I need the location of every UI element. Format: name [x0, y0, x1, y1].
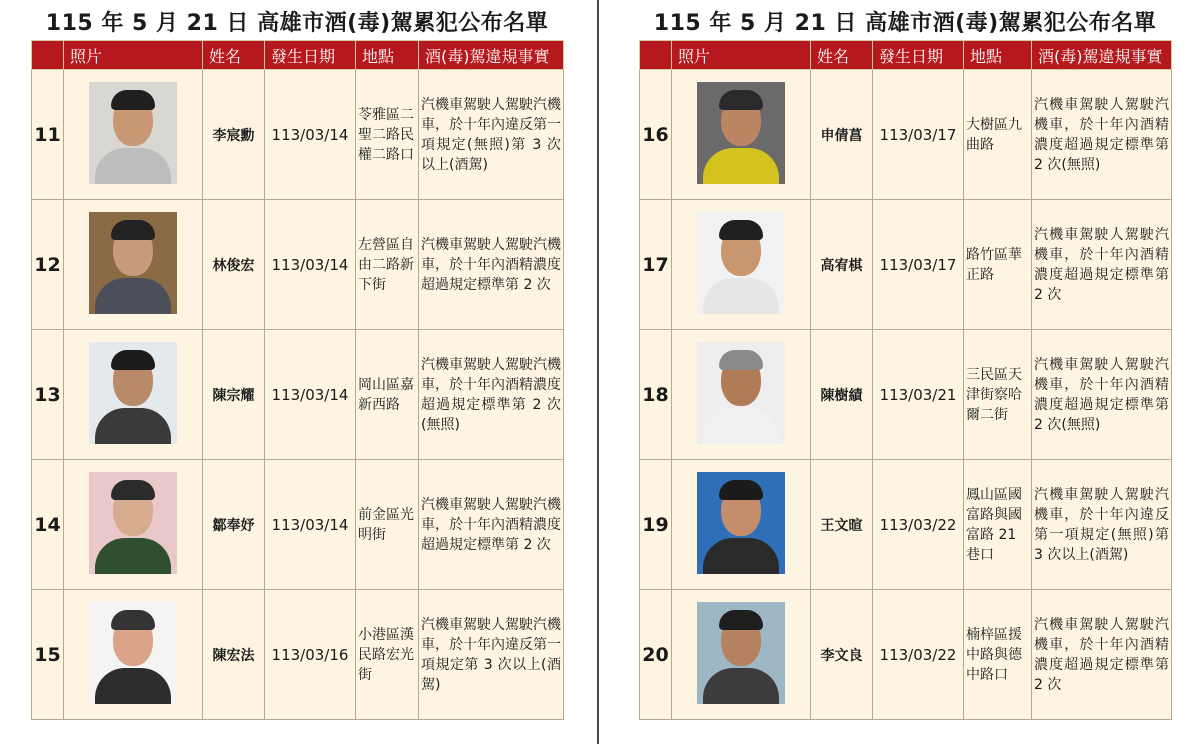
incident-location: 左營區自由二路新下街 — [356, 200, 419, 330]
mugshot-photo — [697, 602, 785, 704]
incident-location: 小港區漢民路宏光街 — [356, 590, 419, 720]
row-number: 20 — [640, 590, 672, 720]
panel-divider — [597, 0, 599, 744]
table-row — [32, 330, 564, 460]
row-number: 11 — [32, 70, 64, 200]
offender-name: 申倩菖 — [811, 70, 873, 200]
row-number: 12 — [32, 200, 64, 330]
incident-date: 113/03/22 — [873, 460, 964, 590]
offender-name: 陳樹績 — [811, 330, 873, 460]
incident-location: 鳳山區國富路與國富路 21 巷口 — [964, 460, 1032, 590]
incident-date: 113/03/22 — [873, 590, 964, 720]
row-number: 17 — [640, 200, 672, 330]
header-photo: 照片 — [64, 41, 203, 70]
row-number: 14 — [32, 460, 64, 590]
mugshot-photo — [89, 472, 177, 574]
violation-fact: 汽機車駕駛人駕駛汽機車，於十年內酒精濃度超過規定標準第 2 次(無照) — [1032, 70, 1172, 200]
row-number: 16 — [640, 70, 672, 200]
offender-name: 鄒奉妤 — [203, 460, 265, 590]
violation-fact: 汽機車駕駛人駕駛汽機車，於十年內酒精濃度超過規定標準第 2 次(無照) — [419, 330, 564, 460]
mugshot-photo — [697, 212, 785, 314]
incident-date: 113/03/21 — [873, 330, 964, 460]
incident-location: 三民區天津街察哈爾二街 — [964, 330, 1032, 460]
incident-date: 113/03/14 — [265, 460, 356, 590]
row-number: 19 — [640, 460, 672, 590]
table-row — [32, 200, 564, 330]
incident-location: 大樹區九曲路 — [964, 70, 1032, 200]
header-name: 姓名 — [811, 41, 873, 70]
violation-fact: 汽機車駕駛人駕駛汽機車，於十年內違反第一項規定(無照)第 3 次以上(酒駕) — [419, 70, 564, 200]
violation-fact: 汽機車駕駛人駕駛汽機車，於十年內違反第一項規定第 3 次以上(酒駕) — [419, 590, 564, 720]
offender-name: 陳宗耀 — [203, 330, 265, 460]
table-row — [640, 70, 1172, 200]
incident-location: 苓雅區二聖二路民權二路口 — [356, 70, 419, 200]
table-row — [32, 590, 564, 720]
page-title: 115 年 5 月 21 日 高雄市酒(毒)駕累犯公布名單 — [45, 11, 549, 36]
right-panel — [639, 0, 1171, 720]
incident-date: 113/03/17 — [873, 70, 964, 200]
offender-name: 李文良 — [811, 590, 873, 720]
incident-location: 前金區光明街 — [356, 460, 419, 590]
violation-fact: 汽機車駕駛人駕駛汽機車，於十年內違反第一項規定(無照)第 3 次以上(酒駕) — [1032, 460, 1172, 590]
violation-fact: 汽機車駕駛人駕駛汽機車，於十年內酒精濃度超過規定標準第 2 次 — [419, 200, 564, 330]
offender-name: 高宥棋 — [811, 200, 873, 330]
table-header-row — [32, 41, 564, 70]
incident-date: 113/03/16 — [265, 590, 356, 720]
header-name: 姓名 — [203, 41, 265, 70]
mugshot-photo — [697, 342, 785, 444]
header-number — [640, 41, 672, 70]
offender-table — [639, 40, 1172, 720]
table-row — [32, 460, 564, 590]
incident-location: 岡山區嘉新西路 — [356, 330, 419, 460]
incident-date: 113/03/14 — [265, 70, 356, 200]
incident-date: 113/03/17 — [873, 200, 964, 330]
header-date: 發生日期 — [873, 41, 964, 70]
row-number: 15 — [32, 590, 64, 720]
mugshot-photo — [697, 82, 785, 184]
violation-fact: 汽機車駕駛人駕駛汽機車，於十年內酒精濃度超過規定標準第 2 次 — [1032, 590, 1172, 720]
table-row — [32, 70, 564, 200]
offender-name: 陳宏法 — [203, 590, 265, 720]
header-location: 地點 — [356, 41, 419, 70]
page-title: 115 年 5 月 21 日 高雄市酒(毒)駕累犯公布名單 — [653, 11, 1157, 36]
offender-name: 林俊宏 — [203, 200, 265, 330]
violation-fact: 汽機車駕駛人駕駛汽機車，於十年內酒精濃度超過規定標準第 2 次(無照) — [1032, 330, 1172, 460]
mugshot-photo — [89, 602, 177, 704]
incident-location: 楠梓區援中路與德中路口 — [964, 590, 1032, 720]
mugshot-photo — [697, 472, 785, 574]
table-header-row — [640, 41, 1172, 70]
incident-location: 路竹區華正路 — [964, 200, 1032, 330]
header-number — [32, 41, 64, 70]
table-row — [640, 330, 1172, 460]
incident-date: 113/03/14 — [265, 200, 356, 330]
header-date: 發生日期 — [265, 41, 356, 70]
mugshot-photo — [89, 342, 177, 444]
table-row — [640, 200, 1172, 330]
header-fact: 酒(毒)駕違規事實 — [419, 41, 564, 70]
violation-fact: 汽機車駕駛人駕駛汽機車，於十年內酒精濃度超過規定標準第 2 次 — [1032, 200, 1172, 330]
header-fact: 酒(毒)駕違規事實 — [1032, 41, 1172, 70]
incident-date: 113/03/14 — [265, 330, 356, 460]
offender-name: 李宸勳 — [203, 70, 265, 200]
violation-fact: 汽機車駕駛人駕駛汽機車，於十年內酒精濃度超過規定標準第 2 次 — [419, 460, 564, 590]
mugshot-photo — [89, 212, 177, 314]
row-number: 13 — [32, 330, 64, 460]
header-location: 地點 — [964, 41, 1032, 70]
offender-name: 王文暄 — [811, 460, 873, 590]
table-row — [640, 460, 1172, 590]
mugshot-photo — [89, 82, 177, 184]
left-panel — [31, 0, 563, 720]
header-photo: 照片 — [672, 41, 811, 70]
offender-table — [31, 40, 564, 720]
table-row — [640, 590, 1172, 720]
row-number: 18 — [640, 330, 672, 460]
